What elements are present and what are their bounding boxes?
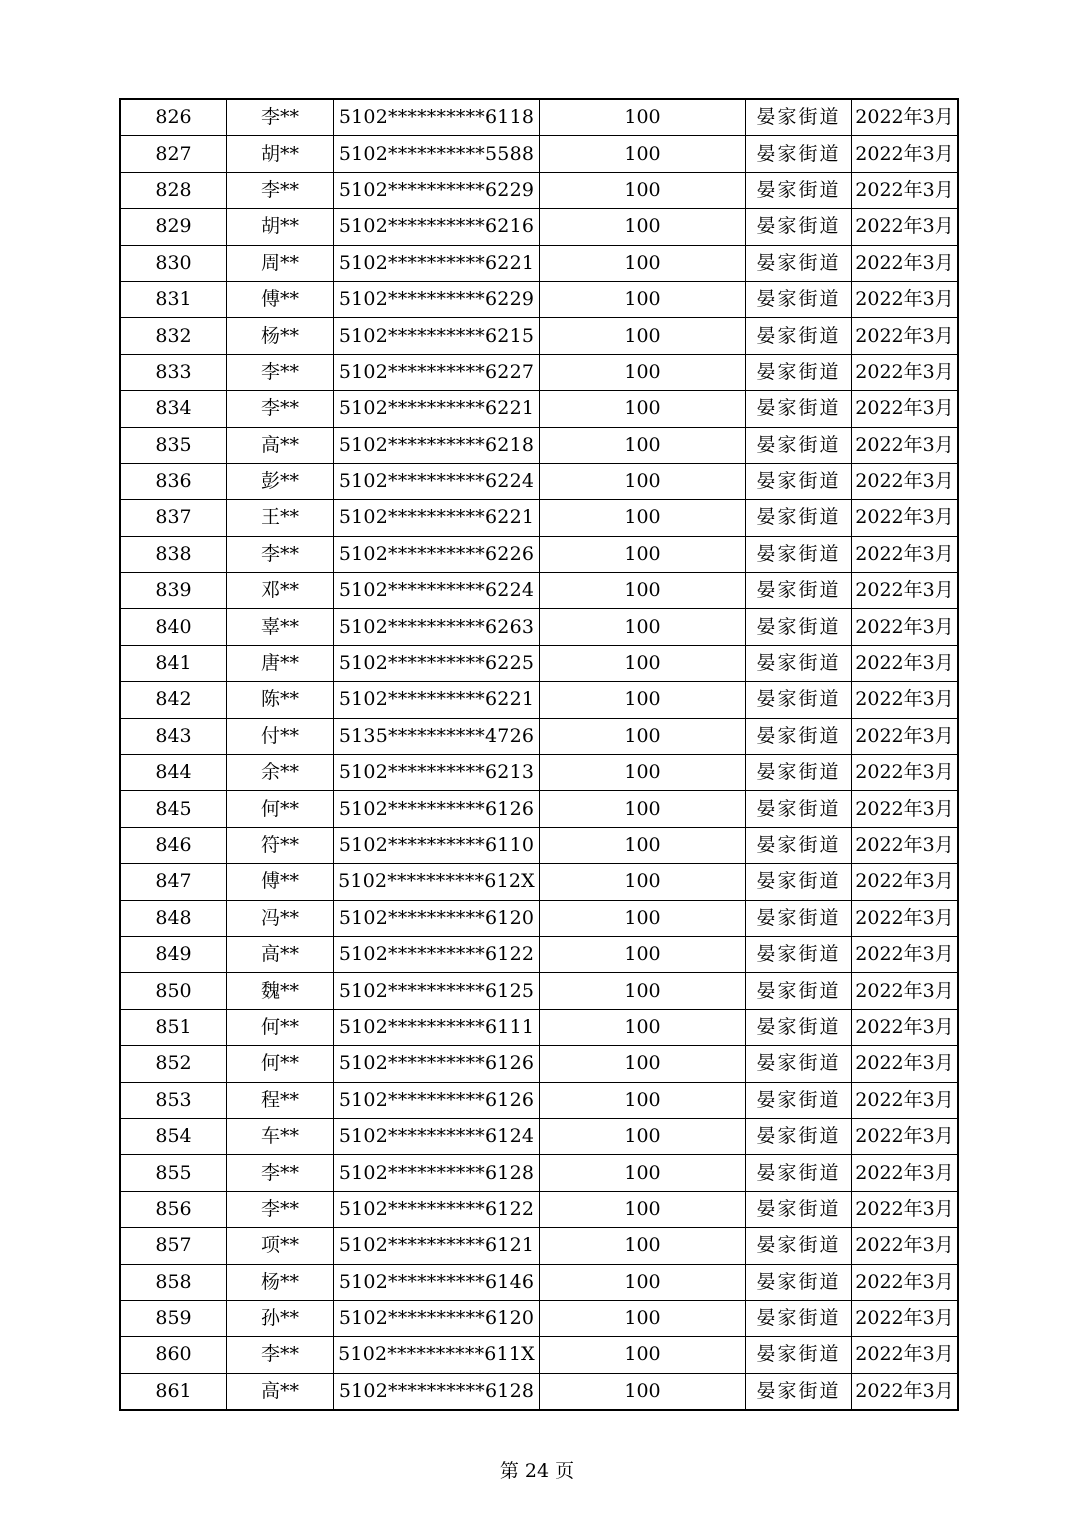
row-number-cell: 852: [120, 1046, 227, 1082]
name-cell: 符**: [227, 827, 334, 863]
amount-cell: 100: [540, 427, 746, 463]
id-number-cell: 5102**********6111: [334, 1009, 540, 1045]
date-cell: 2022年3月: [852, 318, 959, 354]
id-number-cell: 5102**********6227: [334, 354, 540, 390]
amount-cell: 100: [540, 172, 746, 208]
name-cell: 唐**: [227, 645, 334, 681]
row-number-cell: 843: [120, 718, 227, 754]
id-number-cell: 5102**********5588: [334, 136, 540, 172]
name-cell: 胡**: [227, 136, 334, 172]
table-row: [120, 791, 958, 827]
name-cell: 程**: [227, 1082, 334, 1118]
table-row: [120, 427, 958, 463]
name-cell: 杨**: [227, 1264, 334, 1300]
amount-cell: 100: [540, 1337, 746, 1373]
id-number-cell: 5102**********6120: [334, 900, 540, 936]
date-cell: 2022年3月: [852, 864, 959, 900]
id-number-cell: 5102**********6224: [334, 573, 540, 609]
date-cell: 2022年3月: [852, 1046, 959, 1082]
id-number-cell: 5102**********6229: [334, 281, 540, 317]
row-number-cell: 858: [120, 1264, 227, 1300]
name-cell: 李**: [227, 536, 334, 572]
name-cell: 高**: [227, 1373, 334, 1410]
date-cell: 2022年3月: [852, 172, 959, 208]
name-cell: 何**: [227, 791, 334, 827]
name-cell: 车**: [227, 1118, 334, 1154]
id-number-cell: 5102**********6229: [334, 172, 540, 208]
date-cell: 2022年3月: [852, 682, 959, 718]
amount-cell: 100: [540, 1228, 746, 1264]
id-number-cell: 5102**********6125: [334, 973, 540, 1009]
date-cell: 2022年3月: [852, 1337, 959, 1373]
amount-cell: 100: [540, 755, 746, 791]
table-row: [120, 209, 958, 245]
id-number-cell: 5102**********6121: [334, 1228, 540, 1264]
date-cell: 2022年3月: [852, 1300, 959, 1336]
subdistrict-cell: 晏家街道: [746, 682, 852, 718]
subdistrict-cell: 晏家街道: [746, 245, 852, 281]
table-row: [120, 136, 958, 172]
id-number-cell: 5135**********4726: [334, 718, 540, 754]
date-cell: 2022年3月: [852, 827, 959, 863]
amount-cell: 100: [540, 609, 746, 645]
subdistrict-cell: 晏家街道: [746, 864, 852, 900]
row-number-cell: 837: [120, 500, 227, 536]
row-number-cell: 835: [120, 427, 227, 463]
subdistrict-cell: 晏家街道: [746, 172, 852, 208]
roster-table: [119, 98, 959, 1411]
id-number-cell: 5102**********6221: [334, 500, 540, 536]
date-cell: 2022年3月: [852, 463, 959, 499]
amount-cell: 100: [540, 791, 746, 827]
subdistrict-cell: 晏家街道: [746, 973, 852, 1009]
subdistrict-cell: 晏家街道: [746, 136, 852, 172]
name-cell: 冯**: [227, 900, 334, 936]
date-cell: 2022年3月: [852, 1118, 959, 1154]
amount-cell: 100: [540, 682, 746, 718]
date-cell: 2022年3月: [852, 391, 959, 427]
id-number-cell: 5102**********6263: [334, 609, 540, 645]
row-number-cell: 836: [120, 463, 227, 499]
date-cell: 2022年3月: [852, 1228, 959, 1264]
table-row: [120, 391, 958, 427]
roster-table-body: [120, 99, 958, 1410]
row-number-cell: 832: [120, 318, 227, 354]
subdistrict-cell: 晏家街道: [746, 1337, 852, 1373]
name-cell: 王**: [227, 500, 334, 536]
id-number-cell: 5102**********6126: [334, 1046, 540, 1082]
row-number-cell: 839: [120, 573, 227, 609]
date-cell: 2022年3月: [852, 755, 959, 791]
amount-cell: 100: [540, 1264, 746, 1300]
amount-cell: 100: [540, 318, 746, 354]
id-number-cell: 5102**********6221: [334, 391, 540, 427]
row-number-cell: 829: [120, 209, 227, 245]
amount-cell: 100: [540, 973, 746, 1009]
subdistrict-cell: 晏家街道: [746, 536, 852, 572]
table-row: [120, 463, 958, 499]
subdistrict-cell: 晏家街道: [746, 1155, 852, 1191]
table-row: [120, 1155, 958, 1191]
page-number: 第 24 页: [499, 1460, 575, 1482]
name-cell: 孙**: [227, 1300, 334, 1336]
name-cell: 李**: [227, 391, 334, 427]
id-number-cell: 5102**********6226: [334, 536, 540, 572]
name-cell: 高**: [227, 427, 334, 463]
row-number-cell: 848: [120, 900, 227, 936]
name-cell: 邓**: [227, 573, 334, 609]
row-number-cell: 838: [120, 536, 227, 572]
date-cell: 2022年3月: [852, 573, 959, 609]
subdistrict-cell: 晏家街道: [746, 900, 852, 936]
name-cell: 余**: [227, 755, 334, 791]
table-row: [120, 172, 958, 208]
date-cell: 2022年3月: [852, 1082, 959, 1118]
subdistrict-cell: 晏家街道: [746, 827, 852, 863]
row-number-cell: 845: [120, 791, 227, 827]
table-row: [120, 936, 958, 972]
name-cell: 李**: [227, 1337, 334, 1373]
subdistrict-cell: 晏家街道: [746, 755, 852, 791]
date-cell: 2022年3月: [852, 1155, 959, 1191]
row-number-cell: 831: [120, 281, 227, 317]
amount-cell: 100: [540, 536, 746, 572]
row-number-cell: 826: [120, 99, 227, 136]
date-cell: 2022年3月: [852, 99, 959, 136]
subdistrict-cell: 晏家街道: [746, 1009, 852, 1045]
name-cell: 李**: [227, 99, 334, 136]
table-row: [120, 245, 958, 281]
name-cell: 项**: [227, 1228, 334, 1264]
name-cell: 杨**: [227, 318, 334, 354]
row-number-cell: 828: [120, 172, 227, 208]
date-cell: 2022年3月: [852, 791, 959, 827]
subdistrict-cell: 晏家街道: [746, 645, 852, 681]
table-row: [120, 1337, 958, 1373]
subdistrict-cell: 晏家街道: [746, 791, 852, 827]
id-number-cell: 5102**********611X: [334, 1337, 540, 1373]
subdistrict-cell: 晏家街道: [746, 1118, 852, 1154]
subdistrict-cell: 晏家街道: [746, 427, 852, 463]
row-number-cell: 860: [120, 1337, 227, 1373]
subdistrict-cell: 晏家街道: [746, 1191, 852, 1227]
table-row: [120, 827, 958, 863]
table-row: [120, 645, 958, 681]
amount-cell: 100: [540, 391, 746, 427]
table-row: [120, 864, 958, 900]
subdistrict-cell: 晏家街道: [746, 1300, 852, 1336]
date-cell: 2022年3月: [852, 609, 959, 645]
id-number-cell: 5102**********6215: [334, 318, 540, 354]
date-cell: 2022年3月: [852, 645, 959, 681]
subdistrict-cell: 晏家街道: [746, 1228, 852, 1264]
name-cell: 高**: [227, 936, 334, 972]
date-cell: 2022年3月: [852, 900, 959, 936]
name-cell: 李**: [227, 172, 334, 208]
subdistrict-cell: 晏家街道: [746, 718, 852, 754]
table-row: [120, 573, 958, 609]
id-number-cell: 5102**********6120: [334, 1300, 540, 1336]
name-cell: 魏**: [227, 973, 334, 1009]
subdistrict-cell: 晏家街道: [746, 1082, 852, 1118]
date-cell: 2022年3月: [852, 536, 959, 572]
subdistrict-cell: 晏家街道: [746, 500, 852, 536]
id-number-cell: 5102**********6110: [334, 827, 540, 863]
table-row: [120, 1373, 958, 1410]
table-row: [120, 609, 958, 645]
row-number-cell: 841: [120, 645, 227, 681]
row-number-cell: 842: [120, 682, 227, 718]
amount-cell: 100: [540, 99, 746, 136]
id-number-cell: 5102**********6216: [334, 209, 540, 245]
row-number-cell: 834: [120, 391, 227, 427]
amount-cell: 100: [540, 864, 746, 900]
name-cell: 陈**: [227, 682, 334, 718]
id-number-cell: 5102**********6128: [334, 1373, 540, 1410]
table-row: [120, 900, 958, 936]
table-row: [120, 318, 958, 354]
date-cell: 2022年3月: [852, 718, 959, 754]
row-number-cell: 859: [120, 1300, 227, 1336]
row-number-cell: 849: [120, 936, 227, 972]
id-number-cell: 5102**********6122: [334, 1191, 540, 1227]
table-row: [120, 1300, 958, 1336]
date-cell: 2022年3月: [852, 1264, 959, 1300]
table-row: [120, 1046, 958, 1082]
name-cell: 傅**: [227, 281, 334, 317]
row-number-cell: 850: [120, 973, 227, 1009]
id-number-cell: 5102**********6224: [334, 463, 540, 499]
subdistrict-cell: 晏家街道: [746, 354, 852, 390]
amount-cell: 100: [540, 1118, 746, 1154]
table-row: [120, 1264, 958, 1300]
row-number-cell: 857: [120, 1228, 227, 1264]
date-cell: 2022年3月: [852, 354, 959, 390]
subdistrict-cell: 晏家街道: [746, 609, 852, 645]
table-row: [120, 755, 958, 791]
subdistrict-cell: 晏家街道: [746, 463, 852, 499]
id-number-cell: 5102**********612X: [334, 864, 540, 900]
date-cell: 2022年3月: [852, 1373, 959, 1410]
date-cell: 2022年3月: [852, 427, 959, 463]
row-number-cell: 846: [120, 827, 227, 863]
row-number-cell: 840: [120, 609, 227, 645]
id-number-cell: 5102**********6221: [334, 245, 540, 281]
table-row: [120, 973, 958, 1009]
amount-cell: 100: [540, 281, 746, 317]
amount-cell: 100: [540, 645, 746, 681]
table-row: [120, 682, 958, 718]
table-row: [120, 1228, 958, 1264]
amount-cell: 100: [540, 936, 746, 972]
row-number-cell: 847: [120, 864, 227, 900]
row-number-cell: 827: [120, 136, 227, 172]
name-cell: 傅**: [227, 864, 334, 900]
name-cell: 李**: [227, 354, 334, 390]
amount-cell: 100: [540, 500, 746, 536]
table-row: [120, 1009, 958, 1045]
amount-cell: 100: [540, 1300, 746, 1336]
table-row: [120, 354, 958, 390]
amount-cell: 100: [540, 1373, 746, 1410]
amount-cell: 100: [540, 463, 746, 499]
table-row: [120, 99, 958, 136]
date-cell: 2022年3月: [852, 245, 959, 281]
row-number-cell: 854: [120, 1118, 227, 1154]
amount-cell: 100: [540, 354, 746, 390]
id-number-cell: 5102**********6124: [334, 1118, 540, 1154]
id-number-cell: 5102**********6122: [334, 936, 540, 972]
subdistrict-cell: 晏家街道: [746, 391, 852, 427]
amount-cell: 100: [540, 1155, 746, 1191]
subdistrict-cell: 晏家街道: [746, 1264, 852, 1300]
name-cell: 付**: [227, 718, 334, 754]
amount-cell: 100: [540, 245, 746, 281]
table-row: [120, 1118, 958, 1154]
id-number-cell: 5102**********6128: [334, 1155, 540, 1191]
id-number-cell: 5102**********6225: [334, 645, 540, 681]
date-cell: 2022年3月: [852, 500, 959, 536]
row-number-cell: 856: [120, 1191, 227, 1227]
id-number-cell: 5102**********6221: [334, 682, 540, 718]
date-cell: 2022年3月: [852, 209, 959, 245]
row-number-cell: 861: [120, 1373, 227, 1410]
table-row: [120, 281, 958, 317]
subdistrict-cell: 晏家街道: [746, 209, 852, 245]
name-cell: 彭**: [227, 463, 334, 499]
table-row: [120, 536, 958, 572]
amount-cell: 100: [540, 1009, 746, 1045]
amount-cell: 100: [540, 573, 746, 609]
name-cell: 何**: [227, 1009, 334, 1045]
id-number-cell: 5102**********6126: [334, 1082, 540, 1118]
name-cell: 何**: [227, 1046, 334, 1082]
subdistrict-cell: 晏家街道: [746, 1046, 852, 1082]
amount-cell: 100: [540, 136, 746, 172]
date-cell: 2022年3月: [852, 1191, 959, 1227]
subdistrict-cell: 晏家街道: [746, 1373, 852, 1410]
row-number-cell: 833: [120, 354, 227, 390]
amount-cell: 100: [540, 1191, 746, 1227]
subdistrict-cell: 晏家街道: [746, 936, 852, 972]
date-cell: 2022年3月: [852, 281, 959, 317]
date-cell: 2022年3月: [852, 1009, 959, 1045]
name-cell: 李**: [227, 1155, 334, 1191]
id-number-cell: 5102**********6126: [334, 791, 540, 827]
table-row: [120, 500, 958, 536]
table-row: [120, 718, 958, 754]
id-number-cell: 5102**********6146: [334, 1264, 540, 1300]
subdistrict-cell: 晏家街道: [746, 318, 852, 354]
amount-cell: 100: [540, 1082, 746, 1118]
table-row: [120, 1191, 958, 1227]
amount-cell: 100: [540, 718, 746, 754]
name-cell: 胡**: [227, 209, 334, 245]
row-number-cell: 844: [120, 755, 227, 791]
row-number-cell: 830: [120, 245, 227, 281]
name-cell: 周**: [227, 245, 334, 281]
name-cell: 李**: [227, 1191, 334, 1227]
row-number-cell: 853: [120, 1082, 227, 1118]
id-number-cell: 5102**********6213: [334, 755, 540, 791]
date-cell: 2022年3月: [852, 136, 959, 172]
date-cell: 2022年3月: [852, 973, 959, 1009]
name-cell: 辜**: [227, 609, 334, 645]
row-number-cell: 855: [120, 1155, 227, 1191]
amount-cell: 100: [540, 900, 746, 936]
amount-cell: 100: [540, 1046, 746, 1082]
amount-cell: 100: [540, 827, 746, 863]
table-row: [120, 1082, 958, 1118]
subdistrict-cell: 晏家街道: [746, 99, 852, 136]
subdistrict-cell: 晏家街道: [746, 281, 852, 317]
id-number-cell: 5102**********6118: [334, 99, 540, 136]
date-cell: 2022年3月: [852, 936, 959, 972]
subdistrict-cell: 晏家街道: [746, 573, 852, 609]
amount-cell: 100: [540, 209, 746, 245]
id-number-cell: 5102**********6218: [334, 427, 540, 463]
row-number-cell: 851: [120, 1009, 227, 1045]
